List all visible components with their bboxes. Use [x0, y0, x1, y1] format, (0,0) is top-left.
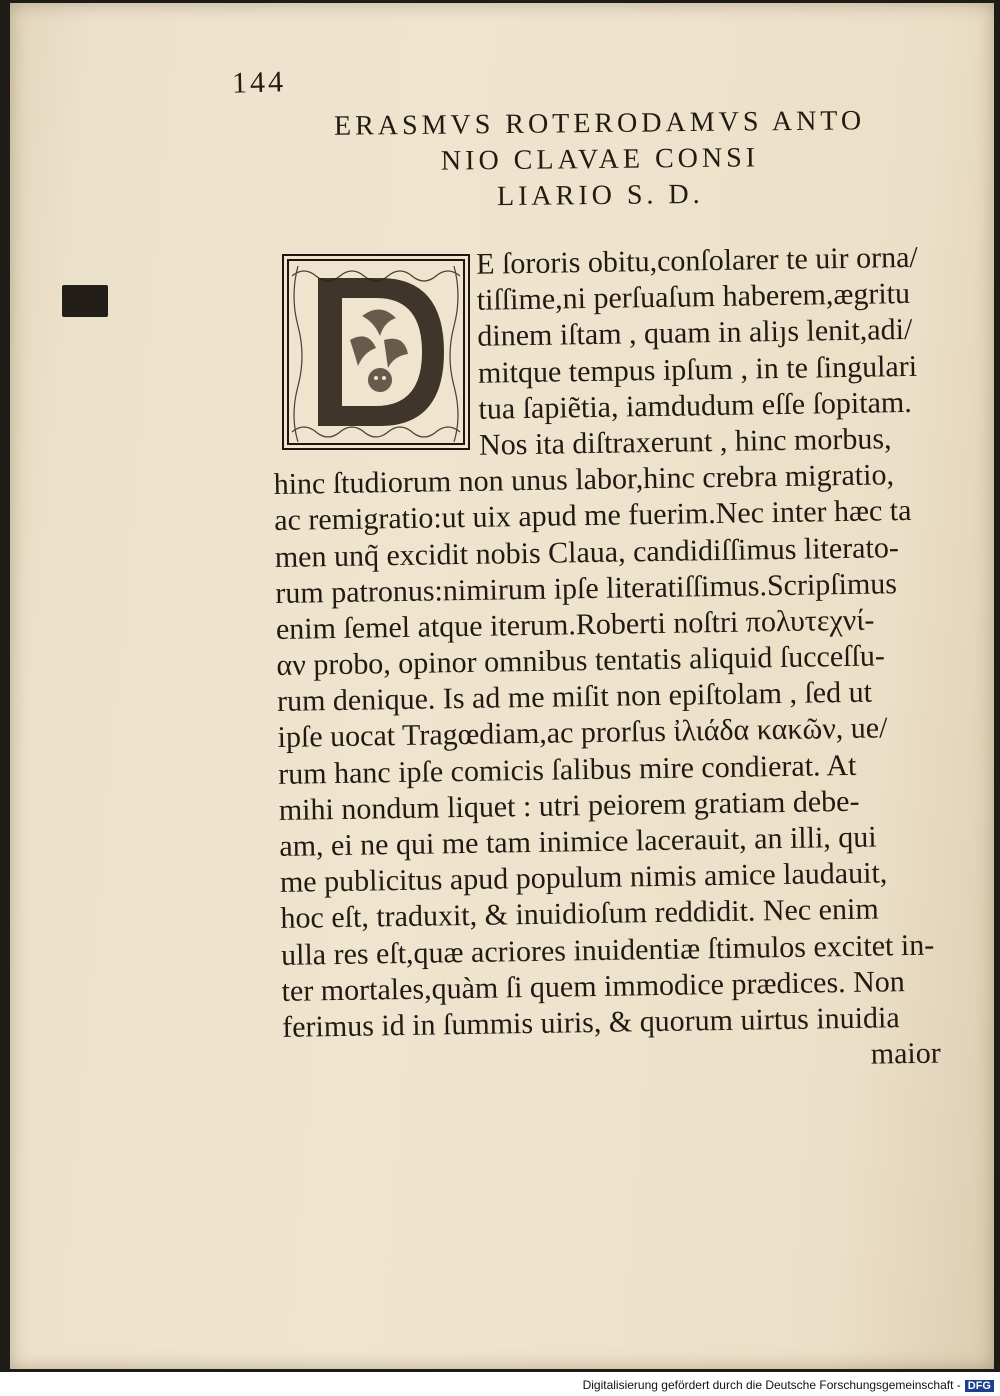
body-line: E ſororis obitu,conſolarer te uir orna/ — [475, 240, 919, 281]
bookmark-strip — [62, 285, 108, 317]
page-number: 144 — [231, 65, 287, 100]
body-line: αν probo, opinor omnibus tentatis aliquid ſucceſſu- — [276, 639, 886, 683]
catchword: maior — [870, 1036, 941, 1071]
body-line: hoc eſt, traduxit, & inuidioſum reddidit. Nec enim — [280, 892, 879, 936]
dfg-logo: DFG — [965, 1380, 994, 1392]
footer-text: Digitalisierung gefördert durch die Deutsche Forschungsgemeinschaft - — [582, 1378, 961, 1392]
decorated-initial — [282, 254, 470, 450]
body-line: Nos ita diſtraxerunt , hinc morbus, — [478, 422, 892, 462]
body-line: mitque tempus ipſum , in te ſingulari — [477, 349, 918, 390]
heading-line-3: LIARIO S. D. — [496, 178, 704, 213]
body-line: ulla res eſt,quæ acriores inuidentiæ ſtimulos excitet in- — [280, 928, 935, 972]
body-line: tiſſime,ni perſuaſum haberem,ægritu — [476, 277, 911, 317]
body-line: am, ei ne qui me tam inimice lacerauit, an illi, qui — [279, 820, 877, 863]
body-line: ferimus id in ſummis uiris, & quorum uirtus inuidia — [281, 1001, 900, 1044]
body-line: ter mortales,quàm ſi quem immodice prædices. Non — [281, 964, 906, 1008]
body-line: tua ſapiẽtia, iamdudum eſſe ſopitam. — [478, 385, 912, 426]
letter-heading — [299, 103, 900, 217]
heading-line-2: NIO CLAVAE CONSI — [440, 142, 760, 177]
body-line: dinem iſtam , quam in aliȷs lenit,adi/ — [477, 313, 913, 354]
body-line: ipſe uocat Tragœdiam,ac prorſus ἰλιάδα κακῶν, ue/ — [277, 711, 888, 755]
ornamental-initial-d-icon — [284, 256, 468, 448]
body-line: men unq̃ excidit nobis Claua, candidiſſimus literato- — [274, 530, 900, 574]
body-line: hinc ſtudiorum non unus labor,hinc crebra migratio, — [273, 458, 895, 502]
body-line: rum denique. Is ad me miſit non epiſtolam , ſed ut — [276, 675, 873, 719]
body-line: rum patronus:nimirum ipſe literatiſſimus.Scripſimus — [275, 566, 898, 610]
body-line: ac remigratio:ut uix apud me fuerim.Nec inter hæc ta — [273, 494, 912, 538]
body-line: mihi nondum liquet : utri peiorem gratiam debe- — [278, 784, 860, 827]
body-line: rum hanc ipſe comicis ſalibus mire condierat. At — [277, 748, 857, 791]
body-line: enim ſemel atque iterum.Roberti noſtri πολυτεχνί- — [275, 603, 875, 646]
digitization-footer — [583, 1378, 994, 1392]
body-line: me publicitus apud populum nimis amice laudauit, — [279, 856, 888, 900]
heading-line-1: ERASMVS ROTERODAMVS ANTO — [333, 105, 866, 142]
